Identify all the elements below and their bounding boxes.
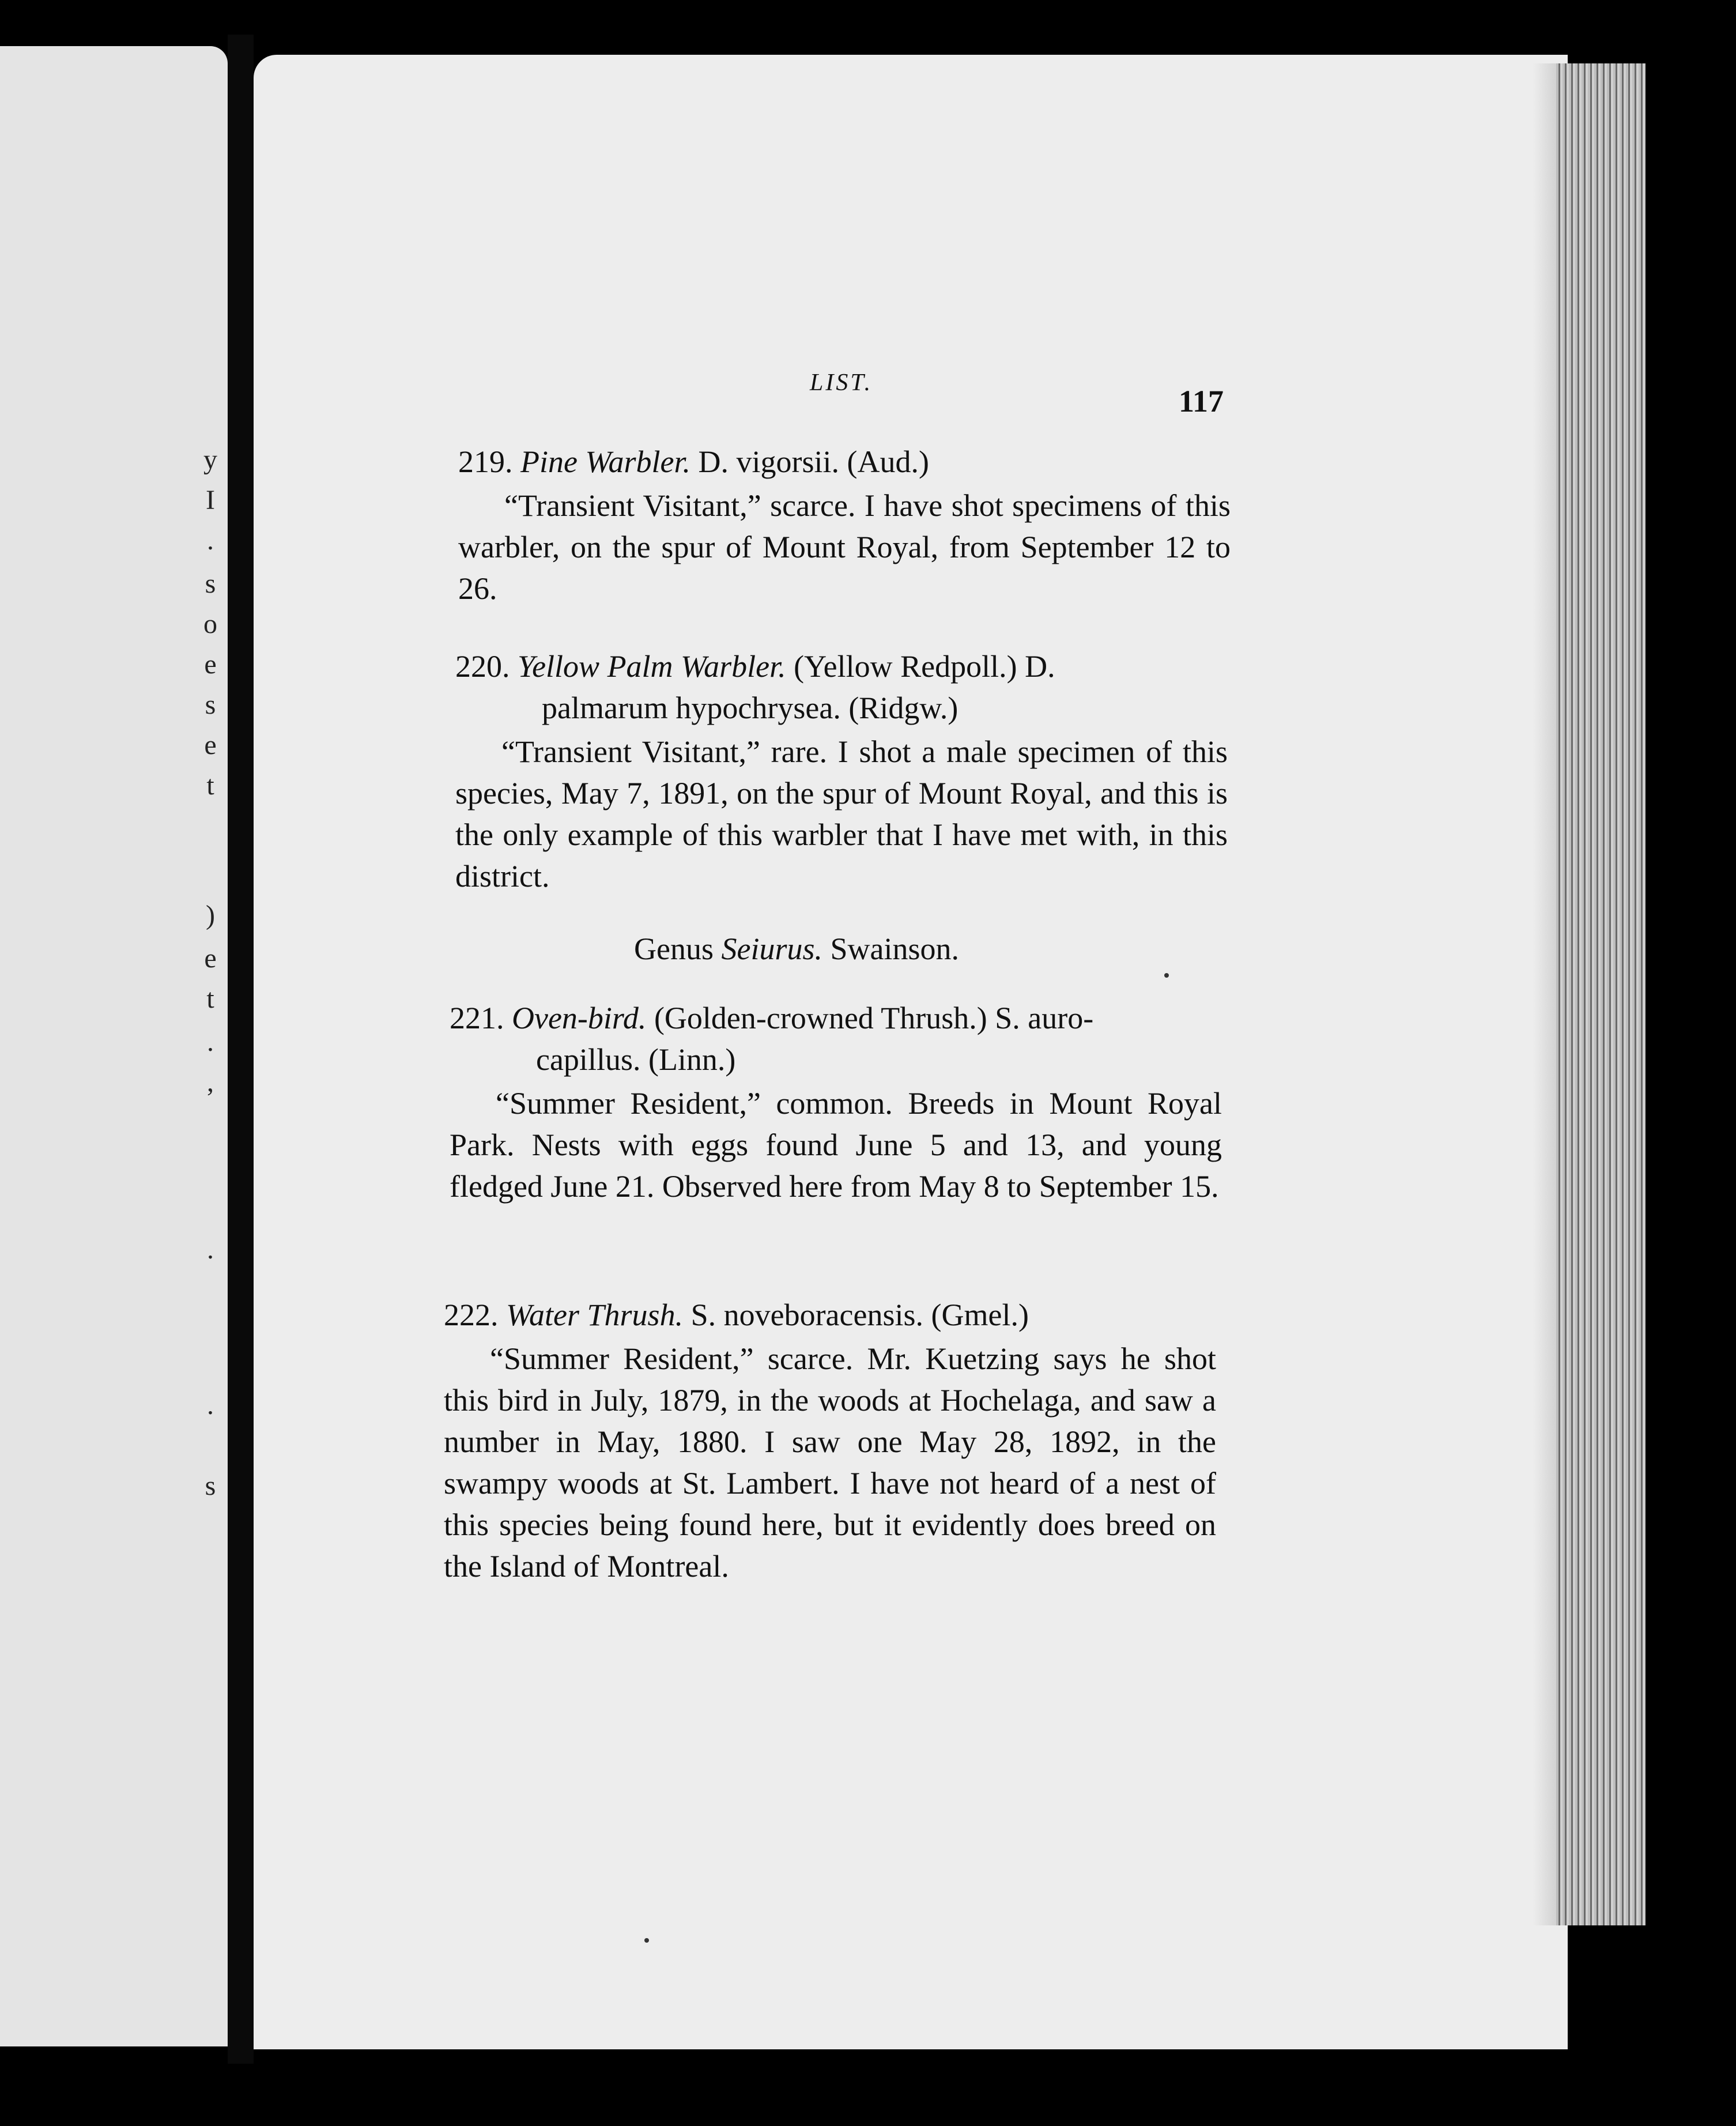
genus-author: Swainson. [830, 932, 959, 966]
entry-heading [458, 441, 1231, 483]
ink-speck [1164, 973, 1169, 978]
left-fragment: s [205, 1471, 216, 1501]
entry-heading [450, 997, 1222, 1039]
left-fragment: s [205, 689, 216, 720]
left-fragment: e [204, 943, 217, 974]
entry-heading [444, 1294, 1216, 1336]
left-fragment: o [203, 609, 217, 639]
left-fragment: ) [206, 900, 215, 930]
page-number: 117 [1179, 384, 1224, 419]
running-head: LIST. [810, 370, 873, 396]
entry-common-name: Pine Warbler. [520, 444, 690, 479]
entry-common-name: Oven-bird. [512, 1001, 647, 1035]
genus-prefix: Genus [634, 932, 714, 966]
ink-speck [644, 1938, 649, 1943]
left-fragment: t [206, 983, 214, 1014]
entry-alt-name: (Yellow Redpoll.) D. [794, 649, 1055, 684]
left-fragment: . [207, 1390, 214, 1420]
left-fragment: I [206, 485, 215, 515]
entry-body: “Summer Resident,” scarce. Mr. Kuetzing says he shot this bird in July, 1879, in the woods at Hochelaga, and saw a number in May, 1880. I saw one May 28, 1892, in the swampy woods at St. Lambert. I have not heard of a nest of this species being found here, but it evidently does breed on the Island of Montreal. [444, 1341, 1216, 1584]
entry-alt-name: (Golden-crowned Thrush.) S. auro- [654, 1001, 1094, 1035]
entry-number: 222. [444, 1298, 499, 1332]
left-fragment: t [206, 770, 214, 801]
genus-heading [634, 931, 959, 967]
entry-scientific-name: D. vigorsii. (Aud.) [698, 444, 929, 479]
left-fragment: . [207, 525, 214, 556]
entry-heading [455, 646, 1228, 687]
left-fragment: e [204, 649, 217, 680]
left-fragment: , [207, 1067, 214, 1098]
entry-common-name: Yellow Palm Warbler. [518, 649, 786, 684]
entry-scientific-name: S. noveboracensis. (Gmel.) [690, 1298, 1029, 1332]
entry-body: “Transient Visitant,” scarce. I have shot specimens of this warbler, on the spur of Mount Royal, from September 12 to 26. [458, 488, 1231, 606]
species-entry [458, 441, 1231, 609]
entry-number: 221. [450, 1001, 504, 1035]
left-fragment: e [204, 730, 217, 760]
entry-scientific-name: palmarum hypochrysea. (Ridgw.) [542, 691, 958, 725]
left-fragment: . [207, 1234, 214, 1265]
species-entry [455, 646, 1228, 897]
entry-number: 219. [458, 444, 513, 479]
left-fragment: s [205, 568, 216, 599]
left-fragment: y [203, 444, 217, 475]
entry-common-name: Water Thrush. [506, 1298, 684, 1332]
species-entry [444, 1294, 1216, 1587]
entry-body: “Summer Resident,” common. Breeds in Mount Royal Park. Nests with eggs found June 5 and 13, and young fledged June 21. Observed here from May 8 to September 15. [450, 1086, 1222, 1204]
entry-number: 220. [455, 649, 510, 684]
entry-body: “Transient Visitant,” rare. I shot a male specimen of this species, May 7, 1891, on the spur of Mount Royal, and this is the only example of this warbler that I have met with, in this district. [455, 734, 1228, 894]
species-entry [450, 997, 1222, 1207]
genus-name: Seiurus. [721, 932, 822, 966]
entry-scientific-name: capillus. (Linn.) [536, 1042, 736, 1077]
left-fragment: . [207, 1027, 214, 1057]
